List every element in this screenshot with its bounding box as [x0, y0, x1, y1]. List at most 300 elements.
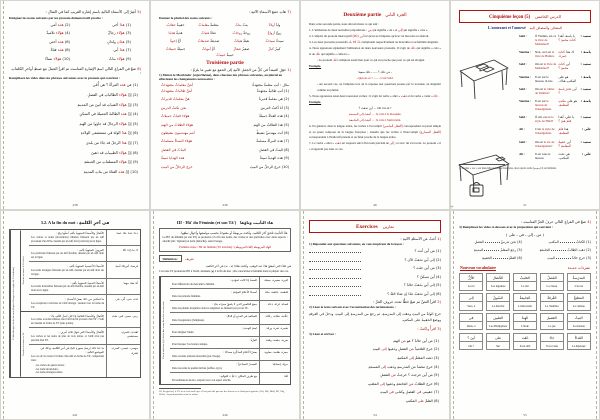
vocabulary-cell — [540, 293, 564, 310]
plural-word-grid — [159, 23, 291, 51]
paragraph: أين تذهبُ ؟ ← Où vas-tu ? — [358, 105, 392, 110]
dialogue-line-ar: هو على المكتبِ هناك. — [558, 74, 577, 83]
source-phrase: (7) هذه المرأةُ مسلمةٌ — [256, 139, 289, 144]
dialogue-line-ar: يا يامنة، أهذا كتابُ محمدٍ ؟ — [558, 34, 576, 42]
intro-fr: Le Hâ' du féminin (et son Tâ') se prononce à la fin des noms, des verbes et des particules avec deux aspects : attaché (lié / ligaturé) et isolé (détaché), selon l'usage. — [162, 235, 288, 243]
transformation-row — [161, 89, 289, 93]
word-pair: هيئةٌ هيئاتٌ — [234, 38, 249, 43]
vocabulary-cell — [567, 333, 591, 350]
dialogue — [519, 34, 591, 160]
sentence-item: (1) مَن هذه المرأةُ ؟ هي أُمّي — [92, 83, 138, 88]
speaker-name-fr: Saïd : — [519, 139, 527, 144]
vocab-french: La cuisine — [572, 303, 585, 308]
section-3-2-title — [9, 220, 141, 226]
bullet-item: ـ les noms invariables ; — [35, 367, 59, 371]
page-number: 240 — [222, 413, 228, 417]
exercise-1-heading-ar: (1 أجبْ عن الأسئلةِ الآتيةِ : — [400, 237, 441, 241]
sentence-item: (4) إنَّ هذه الطالبةَ الجميلةَ في السكنِ — [79, 112, 138, 117]
answer-phrase: البناتُ في الفصلِ — [161, 147, 186, 152]
transformation-rows — [159, 89, 291, 169]
lesson-5-title-ar: الدرس الخامس — [535, 13, 561, 19]
vocab-arabic: الغَداءُ — [568, 334, 590, 342]
dialogue-row — [519, 127, 591, 135]
table-row — [29, 295, 140, 310]
speaker-name-ar: سعيد : — [580, 34, 591, 38]
part-3-instruction-fr: 1) Mettez le Moubtada' (sujet/thème), dans chacune des phrases suivantes, au pluriel en effectuant les changements nécessaires : — [159, 72, 283, 81]
paragraph: أذهبُ إلى الجامعةِ ← Je vais à l'université. — [349, 118, 401, 123]
rule-description: الأفعالُ والأسماءُ المنتهيةُ بألفٍ أصلُها واوٌ : Les verbes et noms (invariables) trilitères finissant par un Alif provenant d'un Wâw, dessiné par un Alif droit (vertical) sur la ligne. — [29, 230, 107, 245]
demonstrative-noun-list — [9, 23, 141, 61]
sentence-item: (10) إنَّ هذه الفتاةَ من بناتِ المدينةِ — [83, 169, 138, 174]
vocab-arabic: العَصيرُ — [541, 314, 563, 322]
dialogue-line-ar: هو على مكتبِ المعلمةِ. — [558, 98, 577, 107]
dialogue-line-fr: C'est le stylo de l'enseignante. — [535, 127, 555, 136]
sentence-item: (4) خرجَ محمدٌ من المدرسةِ وذهبَ إلى المسجدِ — [368, 364, 439, 369]
dialogue-line-ar: أين كتابُ محمدٍ ؟ — [558, 62, 571, 71]
sentence-item: (6) خرجَ الطلابُ من الجامعةِ وذهبوا إلى الملعبِ — [368, 381, 439, 386]
lesson-5-title-fr: Cinquième leçon (5) — [489, 14, 531, 20]
new-vocabulary-header — [460, 265, 590, 270]
reading-sentence-list — [309, 339, 441, 403]
dialogue-line-ar: لا، هذا كتابُ حمزةَ. — [558, 50, 574, 59]
word-pair-centered: حبيبةٌ حبيباتٌ — [216, 52, 234, 57]
page-number: 241 — [72, 413, 78, 417]
transformation-row — [161, 106, 289, 110]
vocabulary-cell — [486, 333, 510, 350]
speaker-name-ar: علي : — [581, 127, 591, 132]
definition-text: هي التاءُ التي تُنطقُ هاءً عندَ الوقفِ، وتُكتبُ هكذا (ة ، ـة) في آخرِ الكلمةِ. C'est une Tâ' prononcée Hâ' à l'arrêt, dessinée (ة) à la fin du mot ; elle caractérise le féminin dans la plupart des cas. — [159, 264, 291, 273]
paragraph: Dans cette seconde partie, nous découvrirons ce qui suit : — [309, 22, 379, 26]
section-3-2-title-fr: 3.2. A la fin du mot : — [40, 220, 78, 225]
paragraph: 5- Nous apprenons aussi deux nouveaux verbes : il s'agit du verbe « aller » ذَهَبَ et du verbe « venir » جاءَ . — [309, 93, 440, 98]
word-pair: سيدةٌ سيداتٌ — [265, 38, 284, 43]
table-row — [29, 246, 140, 262]
part-2-title — [309, 12, 441, 18]
speaker-name-ar: سعيد : — [580, 115, 591, 120]
word-pair: زوجٌ أزواجٌ — [267, 30, 282, 35]
fill-in-item: (2) ذهبَ الطالبُ الجامعةِ — [539, 247, 591, 252]
sentence-item: (3) إنَّ هؤلاء الفتياتِ قد أتينَ من المدينةِ — [77, 102, 138, 107]
rule-examples: لدى، متى، أنّى، بلى — [115, 297, 138, 302]
dialogue-line-ar: يا علي، أهذا قلمُ هندٍ ؟ — [558, 115, 575, 124]
vocabulary-cell — [540, 273, 564, 290]
question-text: (3) من أين جئتَ ؟ — [413, 266, 441, 271]
fill-in-item: (6) القلمُ الحقيبةِ — [482, 256, 522, 261]
case-examples: قضاة، غزاة، دعاة — [267, 302, 288, 307]
vocab-french: Le marché — [491, 303, 505, 308]
question-text: (6) إلى أين تذهبُ غدًا إن شاءَ اللهُ ؟ — [387, 291, 441, 296]
page-number: 54 — [373, 413, 377, 417]
sentence-item: (2) إنَّ هؤلاء الطالباتِ في الفصلِ — [87, 92, 138, 97]
case-examples: حمزة، طلحة، معاوية — [264, 350, 288, 355]
table-row — [29, 230, 140, 246]
sentence-item: (2) خرجَ التلاميذُ من الفصلِ وذهبوا إلى البيتِ — [372, 347, 439, 352]
exercise-5-heading-ar: (5 أشِرْ إلى الأسماءِ التاليةِ باسمِ إشارةِ القريبِ كما في المثالِ : — [45, 10, 141, 14]
dialogue-line-fr: Ô Ali, est-ce le stylo de Hind? — [535, 115, 554, 124]
exercises-title-box — [309, 220, 441, 233]
sentence-item: (8) إنَّ هؤلاء الطبيباتِ قد ذهبنَ — [91, 150, 138, 155]
exercise-4-heading-ar: (4 ضعْ في الفراغِ التالي حرفَ الجرِّ المناسبَ : — [520, 220, 591, 224]
definition-label-fr: Définition : — [159, 255, 182, 263]
answer-phrase: هنَّ معلماتٌ قديراتٌ — [161, 97, 190, 102]
table-row — [170, 277, 290, 289]
source-phrase: (10) خرجَ الرجلُ من البيتِ — [250, 164, 289, 169]
word-pair: معلمةٌ معلماتٌ — [198, 22, 219, 27]
fill-in-item: (1) الكتابُ المكتبِ — [548, 239, 591, 244]
speaker-name-ar: سعيد : — [580, 62, 591, 67]
word-pair: هديةٌ هدايا — [168, 30, 183, 35]
section-3-title-fr: III - Hâ' du Féminin (et son Tâ') — [176, 220, 237, 225]
word-pair: جميلةٌ جميلاتٌ — [165, 46, 186, 51]
blank-dotted-line — [485, 240, 500, 243]
example-source: مثال : أنتِ معلمةٌ مجتهدةٌ — [252, 83, 289, 87]
list-item: (2) هذه أمي — [50, 22, 70, 27]
dialogue-line-fr: Non, ceci est le livre de Hamza. — [535, 50, 555, 59]
exercise-1-instruction-fr: 1) Répondez aux questions suivantes, en vous inspirant de la leçon : — [309, 242, 404, 246]
page-7 — [300, 210, 450, 420]
part-3-instruction-ar: (1 حوّلِ المبتدأَ في كلٍّ من الجملِ الآتيةِ إلى الجمعِ مع تغييرِ ما يلزمُ : — [190, 67, 291, 72]
source-phrase: (6) أنتَ مهندسٌ نشيطٌ — [256, 130, 289, 135]
transformation-row — [161, 139, 289, 143]
question-row — [309, 275, 441, 279]
speaker-name-ar: يامنة : — [581, 50, 591, 55]
exercise-3-heading-ar: (3 اقرأْ واكتبْ : — [417, 326, 441, 331]
exercise-5-instruction-fr: Désignez les noms suivants par un pronom démonstratif proche : — [9, 15, 103, 20]
table-row — [170, 289, 290, 301]
case-examples: كبيرة، صغيرة، جميلة — [264, 278, 288, 283]
word-pair: أمٌّ أمهاتٌ — [202, 46, 215, 51]
question-text: (2) إلى أين تذهبُ الآن ؟ — [404, 257, 441, 262]
dialogue-row — [519, 62, 591, 70]
blank-dotted-line — [493, 256, 508, 259]
lesson-5-subtitle-fr: L'annexant et l'annexé — [487, 26, 526, 30]
vocab-arabic: المَدرَسةُ — [568, 274, 590, 282]
sentence-item: (5) إنَّ هؤلاء الرجالَ قد جاؤوا من الهندِ — [79, 121, 138, 126]
vocabulary-cell — [513, 273, 537, 290]
answer-phrase: هؤلاء فتياتٌ جميلاتٌ — [161, 114, 190, 119]
vocab-arabic: السُوقُ — [487, 294, 509, 302]
register-mark: + — [450, 203, 454, 211]
vocab-arabic: الخُضارُ — [487, 274, 509, 282]
lesson-5-subtitle — [459, 26, 591, 30]
rule-description: الأفعالُ والأسماءُ الثلاثيةُ إذا كان أصلُ الألفِ ياءً : Les verbes et noms trilitères dont l'Alif de fin provient d'un Yâ' : l'Alif est dessiné en forme de Yâ' (sans points). — [29, 312, 107, 327]
rule-description: ما استُثنيَ من ذلك بعضُ الأسماءِ : Les exceptions à l'écriture de l'Alif allongé : dessiné avec la forme du Yâ'. — [29, 295, 107, 310]
table-row — [170, 301, 290, 313]
vocab-french: Le déjeuner — [571, 343, 586, 348]
page-3 — [300, 0, 450, 210]
speaker-name-ar: سعيد : — [580, 139, 591, 144]
sentence-item: (7) إنَّ هذا الرجلَ قد جاءَ من بلدي — [85, 140, 138, 145]
speaker-name-fr: Yamina : — [519, 50, 531, 55]
vocab-arabic: جاءَ — [541, 334, 563, 342]
list-item: (6) هذه أختي — [49, 39, 70, 44]
speaker-name-fr: Ali : — [519, 127, 525, 132]
rule-examples: موسى، عيسى، كسرى، بُشرى — [110, 346, 138, 355]
page-4 — [450, 0, 600, 210]
page-5 — [0, 210, 150, 420]
vocab-french: Où ? — [468, 343, 474, 348]
rule-description: الأسماءُ الأعجميةُ المنتهيةُ بألفٍ : Les noms étrangers finissant par un Alif, dessiné par un Alif droit sur la ligne. — [29, 262, 107, 277]
word-pair: فتاةٌ فتياتٌ — [201, 30, 216, 35]
rule-examples: أنا، هنا، مهما — [123, 280, 138, 285]
case-examples: حريّة، إنسانيّة — [272, 362, 288, 367]
page-number: 46 — [373, 203, 377, 207]
list-item: (9) هؤلاء بناتٌ — [108, 56, 131, 61]
page-2 — [150, 0, 300, 210]
vocab-arabic: الحَليبُ — [514, 274, 536, 282]
rule-examples: رمى، سعى، فتى، هدى — [111, 313, 138, 318]
section-3-title — [159, 220, 291, 225]
answer-phrase: أنتم مهندسونَ نشيطونَ — [161, 130, 195, 135]
section-3-title-ar: هاء التأنيث وتاؤها — [240, 220, 274, 225]
rule-examples: اهتدى، اشترى، مستشفى — [120, 330, 138, 339]
answer-phrase: نحن نكتبُ الدرسَ — [161, 105, 187, 110]
vocab-french: Le riz — [467, 284, 475, 289]
word-pair: صغيرٌ صغارٌ — [233, 46, 250, 51]
table-row — [170, 361, 290, 373]
list-item: (10) هؤلاء نساءٌ — [45, 56, 70, 61]
blank-dotted-line — [556, 256, 571, 259]
group-a-label: Dessiné en forme d'Alif droit — [20, 230, 29, 311]
rule-examples: فرنسا، أمريكا، آسيا — [115, 264, 138, 269]
paragraph: 4- Nous apprenons également l'utilisation de deux nouveaux pronoms. Il s'agit de ذلك qui signifie « cela » et de تلك qui signifie « celle-là ». — [309, 46, 442, 56]
exercise-6-instruction-fr: Remplissez les vides dans les phrases suivantes avec le pronom qui convient : — [9, 76, 120, 81]
vocabulary-cell — [513, 313, 537, 330]
vocab-arabic: ذَهَبَ — [514, 334, 536, 342]
vocab-arabic: على — [487, 334, 509, 342]
new-vocabulary-ar: مفردات جديدة — [567, 266, 590, 271]
word-pair: زوجةٌ زوجاتٌ — [232, 30, 251, 35]
table-row — [170, 337, 290, 349]
vocab-arabic: أينَ ؟ — [460, 334, 482, 342]
page-1 — [0, 0, 150, 210]
desk-with-books-illustration — [456, 55, 510, 101]
vocab-french: Il est allé — [519, 343, 531, 348]
sentence-item: (6) إنَّ هذا الولدَ في مستشفى الولادةِ — [80, 131, 138, 136]
vocab-arabic: الفلبين — [487, 314, 509, 322]
speaker-name-fr: Yamina : — [519, 98, 531, 103]
source-phrase: (1) أنتِ طالبةٌ مجتهدةٌ — [256, 89, 289, 93]
vocabulary-cell — [459, 313, 483, 330]
part-3-title: Troisième partie — [206, 59, 244, 66]
dialogue-row — [519, 152, 591, 160]
paragraph: 3- Les deux pronoms possessifs ـكَ et ـكِ s'emploient respectivement au masculin et au féminin singulier. — [309, 40, 439, 45]
vocabulary-cell — [459, 333, 483, 350]
vocabulary-cell — [567, 313, 591, 330]
blank-dotted-line — [560, 240, 575, 243]
paragraph: Exemple. — [309, 63, 322, 68]
table-side-label: S'écrit attachée (ة) à la fin des noms dans les cas suivants — [160, 277, 170, 384]
footnote-rule — [159, 388, 201, 389]
speaker-name-ar: يامنة : — [581, 74, 591, 79]
dialogue-line-ar: هي تحتَ المكتبِ. — [558, 151, 570, 160]
vocab-arabic: الغُرفةُ — [541, 294, 563, 302]
question-text: (4) أين تسكنُ ؟ — [416, 274, 441, 279]
page-number: 239 — [222, 203, 228, 207]
dialogue-row — [519, 34, 591, 46]
speaker-name-ar: سعيد : — [580, 86, 591, 91]
vocabulary-cell — [513, 293, 537, 310]
dialogue-row — [519, 50, 591, 58]
vocabulary-cell — [459, 273, 483, 290]
dialogue-row — [519, 140, 591, 148]
table-row — [170, 373, 290, 384]
word-pair: صديقةٌ صديقاتٌ — [197, 38, 220, 43]
speaker-name-fr: Saïd : — [519, 34, 527, 38]
case-description: معَ ظرفِ المكانِ « ثَمَّ » للتوكيدِ : En terminaison du mot, toujours avec son aspect attaché. — [170, 373, 260, 384]
dialogue-line-ar: أين حقيبةُ المعلمةِ ؟ — [558, 139, 571, 148]
speaker-name-fr: Yamina : — [519, 74, 531, 79]
vocab-french: Sur — [496, 343, 501, 348]
dialogue-line-fr: Ô Yamina, est-ce le livre de Mohamed? — [535, 34, 557, 46]
vocabulary-table — [459, 273, 591, 350]
word-pair: ولدٌ أولادٌ — [268, 22, 281, 27]
preposition-choices: ( من ـ إلى ـ في ـ على ) — [506, 231, 544, 237]
source-phrase: (3) أنا أكتبُ الدرسَ — [260, 105, 289, 110]
vocab-french: L'Inde — [521, 323, 529, 328]
intro-box — [159, 228, 291, 253]
speaker-name-fr: Ali : — [519, 151, 525, 156]
question-text: (1) من أين أنتَ ؟ — [414, 249, 441, 253]
page-6 — [150, 210, 300, 420]
blank-dotted-line — [551, 248, 566, 251]
fill-in-item: (3) خرجَ خالدٌ البيتِ — [547, 256, 591, 261]
speaker-name-fr: Saïd : — [519, 86, 527, 91]
reading-passage-ar: خرجَ الولدُ من البيتِ وذهبَ إلى المدرسةِ، ثم رجعَ من المدرسةِ إلى البيتِ، ودخلَ في الغرفةِ ووضعَ الحقيبةَ على المكتبِ. — [309, 311, 441, 322]
vocabulary-cell — [486, 293, 510, 310]
dialogue-line-fr: Où est le sac de l'enseignante? — [535, 139, 555, 148]
paragraph: أذهبُ إلى المسجدِ ← Je vais à la mosquée. — [348, 111, 402, 116]
table-row-last — [29, 344, 140, 377]
lesson-5-title-box — [459, 10, 591, 23]
source-phrase: (4) هذه الفتاةُ جميلةٌ — [259, 114, 289, 119]
table-row — [170, 325, 290, 337]
transformation-row — [161, 165, 289, 169]
case-description: للمبالغةِ في المدحِ أو الذمِّ : Dans l'exagération (l'emphase). — [170, 313, 260, 324]
dialogue-line-fr: Où est le livre de Mohamed? — [535, 62, 557, 71]
vocab-french: L'école — [574, 284, 583, 289]
vocab-arabic: الفَصلُ — [541, 274, 563, 282]
case-description: بعضُ الأعلامِ المذكّرةِ سماعًا : Dans certains prénoms masculins (par l'usage). — [170, 349, 260, 360]
rule-description: الحروفُ المنتهيةُ بألفٍ : Les particules finissant par un Alif flexible, dessiné par un Alif droit sur la ligne. — [29, 246, 107, 261]
transformation-row — [161, 114, 289, 118]
table-group-b — [20, 312, 140, 377]
transformation-row — [161, 131, 289, 135]
speaker-name-ar: علي : — [581, 151, 591, 156]
exercise-6-heading-ar: (6 ضعْ في الفراغِ التالي اسمَ الإشارةِ المناسبَ ثم اقرأِ الجملَ مع ضبطِ أواخرِ الكلماتِ : — [11, 66, 141, 75]
group-b-rows — [29, 312, 140, 377]
lesson-5-subtitle-ar: المضاف والمضاف إليه — [529, 26, 563, 30]
table-row — [29, 328, 140, 343]
vocabulary-cell — [459, 293, 483, 310]
exercise-7-heading-ar: (7 هاتِ جمعَ الأسماءِ الآتيةِ : — [248, 10, 291, 14]
vocab-arabic: البَيتُ — [568, 314, 590, 322]
case-description: المرّةُ : Pour marquer l'occurrence unique. — [170, 337, 260, 348]
case-description: الصفةُ إذا كانت لمؤنثٍ : Pour différencier du masculin le féminin. — [170, 277, 260, 288]
paragraph: 6- En général, dans la langue arabe, les verbes à l'accompli (الفعل الماضي) correspondent au passé simple et au passé composé de la langue française ; attendu que les verbes à l'inaccompli (الفعل المضارع) correspondent à l'indicatif présent et au futur proche de la langue arabe. — [309, 124, 441, 140]
vocabulary-cell — [567, 273, 591, 290]
bullet-item: ـ les noms étrangers usités. — [35, 371, 63, 375]
question-row — [309, 292, 441, 296]
case-examples: ثَمَّةَ — [284, 374, 288, 379]
dialogue-row — [519, 87, 591, 95]
dialogue-line-fr: Il est sous le bureau. — [535, 151, 551, 160]
case-examples: علّامة، نسّابة، رحّالة — [265, 314, 288, 319]
plural-instruction-fr: Donnez le pluriel des noms suivants : — [159, 15, 213, 20]
case-description: أسماءُ الأعلامِ المؤنثةِ : Dans les prénoms féminins. — [170, 289, 260, 300]
question-row — [309, 258, 441, 262]
sentence-item: (9) إنَّ هؤلاء المسلماتِ من الحبشةِ — [84, 160, 138, 165]
exercises-title-ar: تمارين — [382, 223, 394, 229]
case-description: اسمُ الوحدةِ : Pour désigner l'unité. — [170, 325, 260, 336]
vocab-french: Il est venu — [545, 343, 558, 348]
vocab-arabic: الجامِعةُ — [514, 294, 536, 302]
rule-examples: دعا، عفا، علا، عصا — [116, 231, 138, 236]
rule-description: الأسماءُ المبنيةُ المنتهيةُ بألفٍ : Les noms invariables finissant par un Alif flexible, dessiné par un Alif droit sur la ligne. — [29, 279, 107, 294]
vocabulary-cell — [567, 293, 591, 310]
list-item: (5) هذان ولدانِ — [107, 39, 131, 44]
vocabulary-cell — [540, 333, 564, 350]
fill-in-grid — [459, 240, 591, 261]
case-examples: فاطمة، عائشة، مكة — [265, 290, 288, 295]
list-item: (4) هؤلاء تلاميذُ — [46, 31, 70, 36]
case-examples: ضربة، جلسة، وقفة — [265, 338, 288, 343]
answer-dotted-line — [309, 267, 361, 270]
answer-dotted-line — [309, 259, 361, 262]
example-answer: أنتنَّ معلماتٌ مجتهداتٌ — [161, 83, 193, 87]
answer-phrase: هؤلاء النساءُ مسلماتٌ — [161, 139, 192, 144]
answer-dotted-line — [309, 293, 361, 296]
paragraph: 1- L'utilisation de deux nouvelles prépositions : مِن qui signifie « de » et إلى qui signifie « vers ». — [309, 28, 429, 33]
paragraph: ـ Au second cas, on l'emploie lors de la réponse aux questions posées par le locuteur, au singulier comme au pluriel. — [317, 82, 441, 92]
answer-phrase: هؤلاء الطلابُ من الهندِ — [161, 122, 194, 127]
answer-phrase: هذه الهدايا ثمينةٌ — [161, 156, 185, 161]
sentence-item: (1) من أين خالدٌ ؟ هو من الهندِ — [393, 338, 439, 343]
footnote-text: 1. Le mot « sac » est masculin en langue française, alors qu'en arabe (حقيبة) il est féminin. — [459, 167, 557, 171]
paragraph: ـ Le pronom ذلك s'emploie aussi bien pour ce qui est proche que pour ce qui est éloigné. — [317, 57, 425, 62]
example-row — [159, 83, 291, 87]
vocab-french: La chambre — [545, 303, 559, 308]
vocabulary-cell — [513, 333, 537, 350]
exercise-3-instruction-fr: 3) Lisez et écrivez : — [309, 331, 336, 336]
paragraph: 2- L'emploi du pronom interrogatif أين (où) tel qu'on ne l'emploie qu'avec un lieu réel ou abstrait. — [309, 34, 430, 39]
vocab-arabic: المَطبَخُ — [568, 294, 590, 302]
sentence-item: (5) من أين خرجتَ ؟ خرجتُ من الفصلِ — [380, 373, 439, 378]
vocab-french: La maison — [572, 323, 585, 328]
transformation-row — [161, 97, 289, 101]
dialogue-row — [519, 115, 591, 123]
case-description: المصدرُ الصناعيُّ : Dans les noms de qualité dérivés (suffixe -iyya). — [170, 361, 260, 372]
case-examples: شجرة، ثمرة، ورقة — [266, 326, 288, 331]
speaker-name-fr: Saïd : — [519, 115, 527, 120]
rule-examples: لا، ما، إذا، كلا — [122, 247, 138, 252]
part-2-title-ar: الجزء الثاني — [385, 13, 407, 18]
transformation-row — [161, 156, 289, 160]
vocabulary-cell — [540, 313, 564, 330]
vocab-arabic: إلى — [460, 294, 482, 302]
question-list — [309, 249, 441, 296]
vocab-french: Dans, à — [466, 323, 476, 328]
question-row — [309, 266, 441, 270]
answer-phrase: أنتنَّ طالباتٌ مجتهداتٌ — [161, 89, 193, 93]
page-number: 238 — [72, 203, 78, 207]
answer-phrase: خرجَ الرجالُ من البيتِ — [161, 164, 193, 169]
source-phrase: (9) هذه الهديةُ ثمينةٌ — [259, 156, 289, 161]
table-row — [170, 313, 290, 325]
vocab-french: Le lait — [521, 284, 529, 289]
alif-rules-table — [9, 229, 141, 378]
vocab-french: La classe — [546, 284, 558, 289]
